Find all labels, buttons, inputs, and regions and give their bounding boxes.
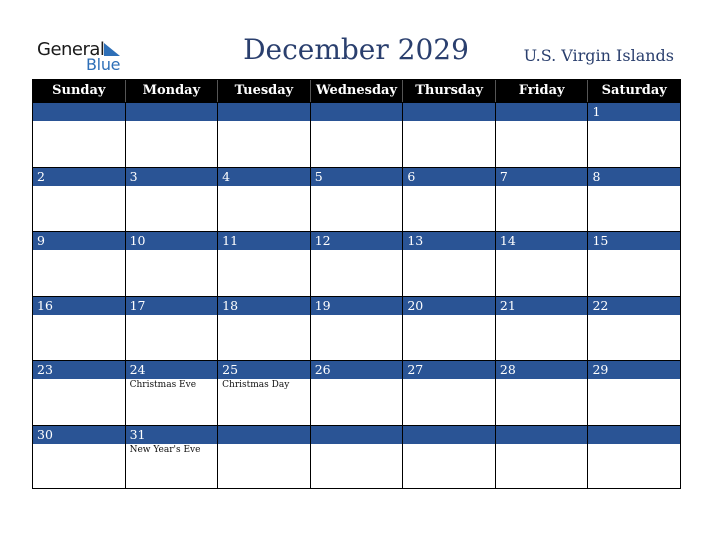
day-number: 21 (496, 297, 588, 315)
calendar-grid (32, 79, 681, 489)
day-number (126, 103, 218, 121)
day-cell[interactable] (403, 232, 496, 296)
day-cell[interactable] (33, 361, 126, 425)
calendar-title: December 2029 (243, 33, 469, 66)
day-cell[interactable] (311, 232, 404, 296)
day-cell[interactable] (588, 426, 680, 490)
day-number: 8 (588, 168, 680, 186)
day-number: 20 (403, 297, 495, 315)
weekday-monday: Monday (126, 80, 219, 102)
logo-word-general: General (37, 39, 105, 60)
day-cell[interactable] (496, 426, 589, 490)
week-row (33, 231, 680, 296)
day-number: 24 (126, 361, 218, 379)
day-number: 9 (33, 232, 125, 250)
day-cell[interactable] (218, 297, 311, 361)
day-number (588, 426, 680, 444)
region-label: U.S. Virgin Islands (523, 46, 674, 65)
day-cell[interactable] (403, 168, 496, 232)
day-number: 19 (311, 297, 403, 315)
day-number: 17 (126, 297, 218, 315)
day-number: 3 (126, 168, 218, 186)
day-cell[interactable] (126, 426, 219, 490)
day-number (311, 103, 403, 121)
day-cell[interactable] (33, 426, 126, 490)
day-cell[interactable] (588, 361, 680, 425)
day-number: 1 (588, 103, 680, 121)
weekday-sunday: Sunday (33, 80, 126, 102)
day-cell[interactable] (218, 232, 311, 296)
week-row (33, 360, 680, 425)
day-number: 4 (218, 168, 310, 186)
day-cell[interactable] (496, 232, 589, 296)
weekday-wednesday: Wednesday (311, 80, 404, 102)
day-number (218, 426, 310, 444)
day-number: 13 (403, 232, 495, 250)
day-number: 18 (218, 297, 310, 315)
holiday-label: New Year's Eve (129, 444, 201, 455)
day-cell[interactable] (33, 103, 126, 167)
day-cell[interactable] (588, 168, 680, 232)
weekday-header-row (33, 80, 680, 102)
day-cell[interactable] (403, 103, 496, 167)
day-number: 10 (126, 232, 218, 250)
day-cell[interactable] (588, 103, 680, 167)
day-number: 31 (126, 426, 218, 444)
day-number (311, 426, 403, 444)
day-cell[interactable] (403, 426, 496, 490)
day-number: 5 (311, 168, 403, 186)
day-cell[interactable] (126, 168, 219, 232)
day-number (33, 103, 125, 121)
day-number: 16 (33, 297, 125, 315)
day-number: 11 (218, 232, 310, 250)
day-number: 29 (588, 361, 680, 379)
day-cell[interactable] (33, 232, 126, 296)
day-number (403, 426, 495, 444)
day-cell[interactable] (126, 297, 219, 361)
day-cell[interactable] (311, 168, 404, 232)
weekday-friday: Friday (496, 80, 589, 102)
day-cell[interactable] (218, 103, 311, 167)
day-number: 14 (496, 232, 588, 250)
week-row (33, 167, 680, 232)
day-cell[interactable] (588, 232, 680, 296)
weekday-tuesday: Tuesday (218, 80, 311, 102)
day-number: 6 (403, 168, 495, 186)
day-number: 23 (33, 361, 125, 379)
weekday-saturday: Saturday (601, 83, 667, 98)
day-number (496, 426, 588, 444)
day-number: 22 (588, 297, 680, 315)
day-cell[interactable] (311, 297, 404, 361)
day-number: 15 (588, 232, 680, 250)
holiday-label: Christmas Eve (129, 380, 197, 390)
day-number: 25 (218, 361, 310, 379)
day-cell[interactable] (496, 297, 589, 361)
week-row (33, 296, 680, 361)
day-cell[interactable] (126, 361, 219, 425)
day-number: 27 (403, 361, 495, 379)
day-cell[interactable] (403, 297, 496, 361)
day-cell[interactable] (496, 168, 589, 232)
day-cell[interactable] (403, 361, 496, 425)
holiday-label: Christmas Day (222, 380, 290, 390)
day-number: 2 (33, 168, 125, 186)
day-cell[interactable] (311, 361, 404, 425)
week-row (33, 425, 680, 490)
day-number: 26 (311, 361, 403, 379)
logo-word-blue: Blue (86, 55, 121, 74)
day-cell[interactable] (126, 103, 219, 167)
day-cell[interactable] (218, 168, 311, 232)
weeks-container (33, 102, 680, 489)
day-cell[interactable] (311, 426, 404, 490)
day-number: 12 (311, 232, 403, 250)
day-number: 30 (33, 426, 125, 444)
week-row (33, 102, 680, 167)
day-cell[interactable] (126, 232, 219, 296)
day-cell[interactable] (33, 168, 126, 232)
day-number (403, 103, 495, 121)
day-number: 28 (496, 361, 588, 379)
day-cell[interactable] (496, 103, 589, 167)
day-cell[interactable] (218, 426, 311, 490)
day-number (218, 103, 310, 121)
day-cell[interactable] (496, 361, 589, 425)
weekday-thursday: Thursday (403, 80, 496, 102)
day-cell[interactable] (311, 103, 404, 167)
day-cell[interactable] (33, 297, 126, 361)
day-number: 7 (496, 168, 588, 186)
day-cell[interactable] (218, 361, 311, 425)
day-number (496, 103, 588, 121)
day-cell[interactable] (588, 297, 680, 361)
